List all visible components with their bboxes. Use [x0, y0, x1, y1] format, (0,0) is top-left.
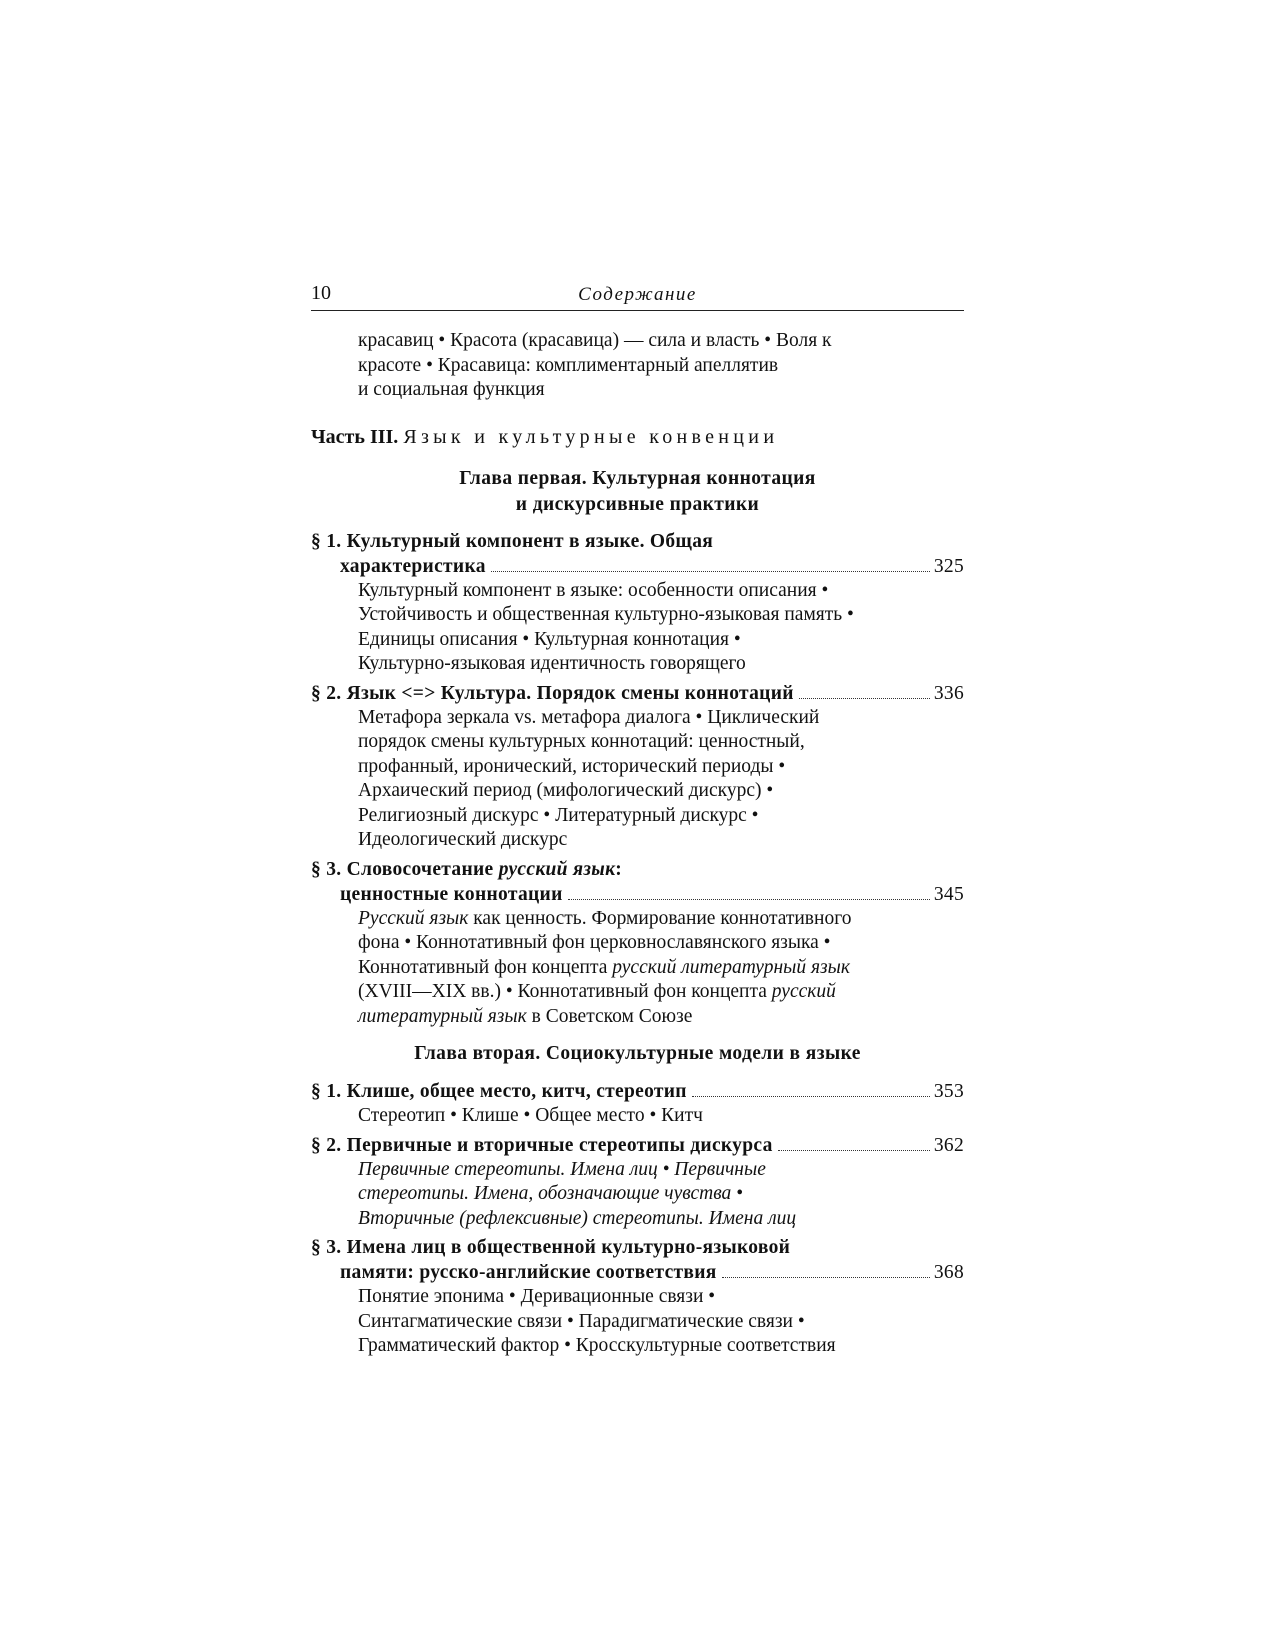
page-ref: 345 [933, 883, 964, 905]
desc-line: Идеологический дискурс [358, 829, 568, 850]
chapter-title-line: Глава первая. Культурная коннотация [459, 467, 816, 489]
page-number: 10 [311, 282, 331, 304]
section-desc [311, 579, 964, 677]
part-label: Часть III. [311, 425, 399, 448]
section-title-line: § 3. Имена лиц в общественной культурно-языковой [311, 1237, 791, 1258]
toc-entry[interactable] [311, 529, 964, 579]
desc-line: Понятие эпонима • Деривационные связи • [358, 1286, 716, 1307]
dot-leader [778, 1150, 930, 1151]
desc-line: Первичные стереотипы. Имена лиц • Первичные [358, 1158, 766, 1180]
toc-entry[interactable] [311, 1235, 964, 1285]
desc-line: Единицы описания • Культурная коннотация • [358, 628, 741, 650]
desc-line: Религиозный дискурс • Литературный дискурс • [358, 804, 759, 826]
desc-line: Коннотативный фон концепта русский литературный язык [358, 956, 850, 978]
section-desc [311, 1285, 964, 1359]
page-ref: 336 [933, 682, 964, 704]
desc-line: Грамматический фактор • Кросскультурные соответствия [358, 1335, 836, 1356]
dot-leader [568, 899, 930, 900]
section-desc [311, 706, 964, 853]
desc-line: красавиц • Красота (красавица) — сила и власть • Воля к [358, 330, 832, 351]
chapter-title-line: Глава вторая. Социокультурные модели в языке [414, 1043, 861, 1064]
section-desc [311, 907, 964, 1030]
running-title: Содержание [578, 284, 697, 305]
dot-leader [722, 1277, 930, 1278]
chapter-heading [311, 1041, 964, 1067]
toc-entry[interactable] [311, 857, 964, 907]
chapter-title-line: и дискурсивные практики [515, 493, 760, 515]
section-title-line: ценностные коннотации [340, 883, 563, 905]
dot-leader [692, 1096, 930, 1097]
page-ref: 353 [933, 1081, 964, 1102]
section-title-line: § 2. Язык <=> Культура. Порядок смены коннотаций [311, 682, 794, 704]
desc-line: Вторичные (рефлексивные) стереотипы. Имена лиц [358, 1207, 797, 1229]
section-title-line: характеристика [340, 555, 486, 577]
toc-entry[interactable] [311, 1133, 964, 1158]
page-ref: 368 [933, 1262, 964, 1283]
dot-leader [799, 698, 930, 699]
desc-line: (XVIII—XIX вв.) • Коннотативный фон концепта русский [358, 981, 836, 1002]
desc-line: Синтагматические связи • Парадигматические связи • [358, 1310, 805, 1332]
desc-line: Метафора зеркала vs. метафора диалога • Циклический [358, 706, 820, 728]
page-ref: 362 [933, 1134, 964, 1156]
desc-line: фона • Коннотативный фон церковнославянского языка • [358, 932, 831, 953]
section-title-line: § 1. Клише, общее место, китч, стереотип [311, 1081, 687, 1102]
section-title-line: § 2. Первичные и вторичные стереотипы дискурса [311, 1134, 773, 1156]
desc-line: красоте • Красавица: комплиментарный апеллятив [358, 354, 779, 376]
toc-entry[interactable] [311, 1079, 964, 1104]
desc-line: литературный язык в Советском Союзе [358, 1005, 693, 1027]
part-title: Язык и культурные конвенции [403, 425, 779, 448]
desc-line: Культурный компонент в языке: особенности описания • [358, 579, 829, 601]
dot-leader [491, 571, 930, 572]
toc-entry[interactable] [311, 681, 964, 706]
toc-page [311, 282, 964, 1359]
desc-line: Устойчивость и общественная культурно-языковая память • [358, 604, 854, 625]
continuation-desc [311, 329, 964, 403]
part-heading [311, 426, 964, 449]
section-title-line: памяти: русско-английские соответствия [340, 1262, 717, 1283]
section-desc [311, 1104, 964, 1129]
desc-line: Культурно-языковая идентичность говорящего [358, 653, 746, 674]
desc-line: Русский язык как ценность. Формирование коннотативного [358, 907, 852, 929]
desc-line: стереотипы. Имена, обозначающие чувства • [358, 1183, 743, 1204]
section-title-line: § 1. Культурный компонент в языке. Общая [311, 530, 714, 552]
desc-line: и социальная функция [358, 379, 545, 400]
chapter-heading [311, 466, 964, 518]
section-title-line: § 3. Словосочетание русский язык: [311, 858, 623, 880]
desc-line: Стереотип • Клише • Общее место • Китч [358, 1105, 703, 1126]
page-header [311, 282, 964, 311]
desc-line: профанный, иронический, исторический периоды • [358, 755, 786, 777]
page-ref: 325 [933, 555, 964, 577]
desc-line: порядок смены культурных коннотаций: ценностный, [358, 731, 805, 752]
desc-line: Архаический период (мифологический дискурс) • [358, 780, 774, 801]
section-desc [311, 1158, 964, 1232]
